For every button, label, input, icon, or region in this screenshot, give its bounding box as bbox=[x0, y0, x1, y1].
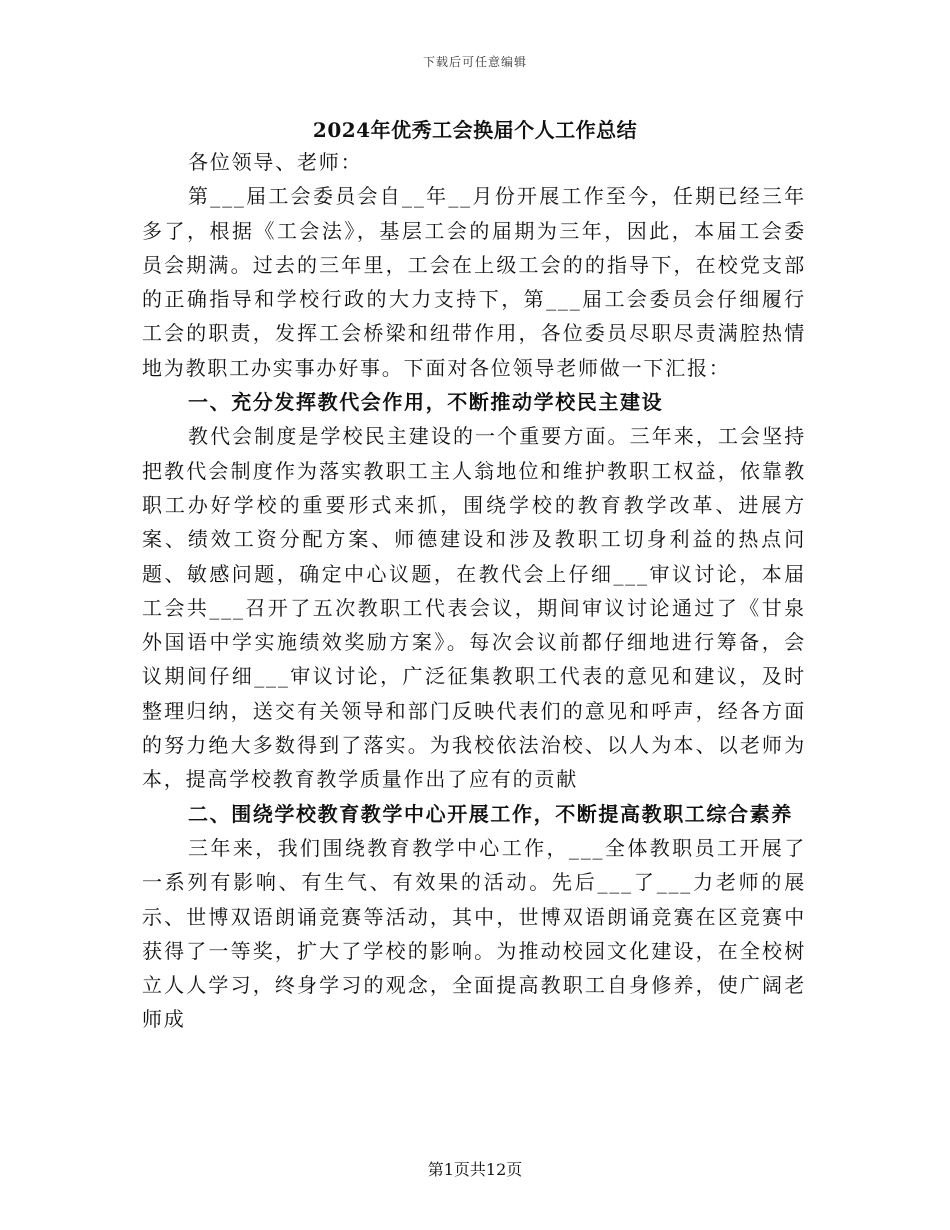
document-title: 2024年优秀工会换届个人工作总结 bbox=[312, 118, 638, 142]
section-heading-2: 二、围绕学校教育教学中心开展工作，不断提高教职工综合素养 bbox=[188, 801, 793, 826]
header-note: 下载后可任意编辑 bbox=[422, 55, 527, 69]
paragraph-section-1: 教代会制度是学校民主建设的一个重要方面。三年来，工会坚持把教代会制度作为落实教职工主人翁地位和维护教职工权益，依靠教职工办好学校的重要形式来抓，围绕学校的教育教学改革、进展方案、绩效工资分配方案、师德建设和涉及教职工切身利益的热点问题、敏感问题，确定中心议题，在教代会上仔细___审议讨论，本届工会共___召开了五次教职工代表会议，期间审议讨论通过了《甘泉外国语中学实施绩效奖励方案》。每次会议前都仔细地进行筹备，会议期间仔细___审议讨论，广泛征集教职工代表的意见和建议，及时整理归纳，送交有关领导和部门反映代表们的意见和呼声，经各方面的努力绝大多数得到了落实。为我校依法治校、以人为本、以老师为本，提高学校教育教学质量作出了应有的贡献 bbox=[142, 424, 806, 792]
paragraph-section-2: 三年来，我们围绕教育教学中心工作，___全体教职员工开展了一系列有影响、有生气、有效果的活动。先后___了___力老师的展示、世博双语朗诵竞赛等活动，其中，世博双语朗诵竞赛在区竞赛中获得了一等奖，扩大了学校的影响。为推动校园文化建设，在全校树立人人学习，终身学习的观念，全面提高教职工自身修养，使广阔老师成 bbox=[142, 835, 806, 1032]
section-heading-1: 一、充分发挥教代会作用，不断推动学校民主建设 bbox=[188, 390, 664, 415]
page-footer: 第1页共12页 bbox=[427, 1160, 523, 1179]
paragraph-intro: 第___届工会委员会自__年__月份开展工作至今，任期已经三年多了，根据《工会法》，基层工会的届期为三年，因此，本届工会委员会期满。过去的三年里，工会在上级工会的的指导下，在校党支部的正确指导和学校行政的大力支持下，第___届工会委员会仔细履行工会的职责，发挥工会桥梁和纽带作用，各位委员尽职尽责满腔热情地为教职工办实事办好事。下面对各位领导老师做一下汇报： bbox=[142, 184, 806, 380]
document-body bbox=[142, 145, 806, 1037]
salutation: 各位领导、老师： bbox=[188, 150, 363, 174]
